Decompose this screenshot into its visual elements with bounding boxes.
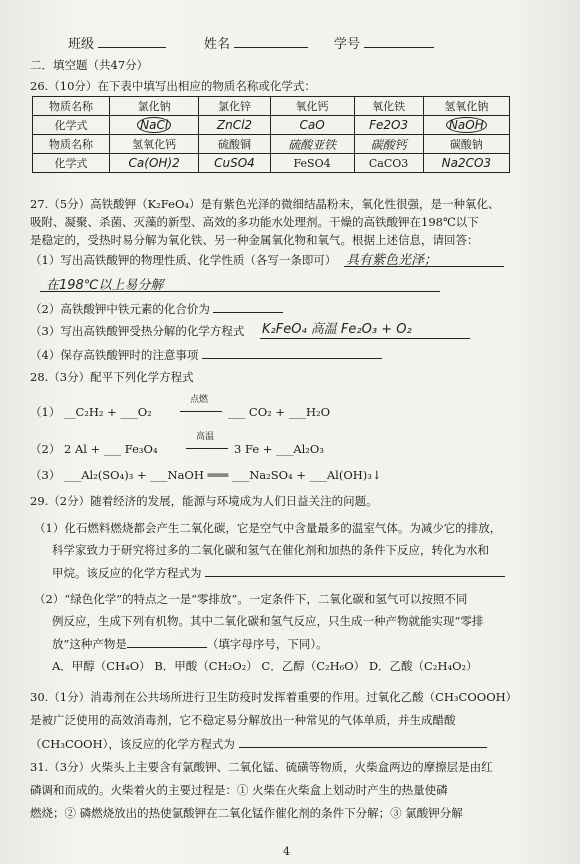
q27-sub2	[30, 301, 283, 316]
table-cell: CaCO3	[354, 154, 423, 173]
q30-line3	[30, 736, 487, 751]
row-label: 物质名称	[33, 97, 110, 116]
q29-p2-line3	[52, 636, 328, 651]
q29-options: A．甲醇（CH₄O） B．甲酸（CH₂O₂） C．乙醇（C₂H₆O） D．乙酸（C₂H₄O₂）	[52, 659, 478, 673]
decomposition-blank[interactable]	[239, 736, 487, 748]
q27-sub3: （3）写出高铁酸钾受热分解的化学方程式	[30, 324, 245, 338]
q29-p2-line3-tail: （填字母序号，下同）。	[206, 637, 328, 651]
q27-sub4-text: （4）保存高铁酸钾时的注意事项	[30, 348, 199, 362]
table-cell: 氧化钙	[270, 97, 354, 116]
answer-line	[40, 291, 440, 292]
q30-line2: 是被广泛使用的高效消毒剂，它不稳定易分解放出一种常见的气体单质，并生成醋酸	[30, 713, 456, 727]
q28-stem: 28.（3分）配平下列化学方程式	[30, 370, 194, 384]
q29-p1-line1: （1）化石燃料燃烧都会产生二氧化碳，它是空气中含量最多的温室气体。为减少它的排放，	[34, 521, 502, 535]
q27-sub4	[30, 347, 382, 362]
q29-p2-line1: （2）“绿色化学”的特点之一是“零排放”。一定条件下，二氧化碳和氢气可以按照不同	[34, 592, 468, 606]
q28-eq1-cond: 点燃	[190, 395, 209, 405]
q28-eq1-right: ___ CO₂ + ___H₂O	[228, 405, 331, 419]
q28-eq1-left: （1） __C₂H₂ + ___O₂	[30, 405, 152, 419]
q26-table	[32, 96, 510, 173]
q28-eq2-cond: 高温	[196, 432, 215, 442]
q27-answer1a: 具有紫色光泽；	[346, 253, 438, 268]
name-field	[204, 36, 308, 52]
table-cell: 氧化铁	[354, 97, 423, 116]
equation-blank[interactable]	[205, 565, 505, 577]
q27-answer1b: 在198℃以上易分解	[46, 278, 164, 293]
class-label: 班级	[68, 37, 95, 52]
table-row	[33, 116, 510, 135]
row-label: 化学式	[33, 154, 110, 173]
answer-cell[interactable]: CaO	[270, 116, 354, 135]
q27-sub2-text: （2）高铁酸钾中铁元素的化合价为	[30, 302, 210, 316]
q26-stem: 26.（10分）在下表中填写出相应的物质名称或化学式：	[30, 79, 316, 93]
table-cell: 氯化锌	[199, 97, 270, 116]
page-number: 4	[283, 845, 290, 858]
answer-cell[interactable]: 硫酸亚铁	[270, 135, 354, 154]
class-field	[68, 36, 166, 52]
answer-cell[interactable]: CuSO4	[199, 154, 270, 173]
q27-line3: 是稳定的，受热时易分解为氧化铁、另一种金属氧化物和氧气。根据上述信息，请回答：	[30, 233, 479, 247]
q29-p1-line3-text: 甲烷。该反应的化学方程式为	[52, 566, 202, 580]
table-cell: 氢氧化钙	[110, 135, 199, 154]
id-label: 学号	[334, 37, 361, 52]
answer-cell[interactable]	[423, 116, 509, 135]
q27-line1: 27.（5分）高铁酸钾（K₂FeO₄）是有紫色光泽的微细结晶粉末，氧化性很强，是一种氧化、	[30, 197, 500, 211]
q28-eq2-left: （2） 2 Al + ___ Fe₃O₄	[30, 442, 158, 456]
q29-stem: 29.（2分）随着经济的发展，能源与环境成为人们日益关注的问题。	[30, 494, 378, 508]
answer-line	[344, 266, 504, 267]
q31-line3: 燃烧；② 磷燃烧放出的热使氯酸钾在二氧化锰作催化剂的条件下分解；③ 氯酸钾分解	[30, 806, 463, 820]
q27-sub1: （1）写出高铁酸钾的物理性质、化学性质（各写一条即可）	[30, 253, 337, 267]
name-blank[interactable]	[234, 36, 308, 48]
id-field	[334, 36, 434, 52]
q28-eq3: （3） ___Al₂(SO₄)₃ + ___NaOH ═══ ___Na₂SO₄ + ___Al(OH)₃↓	[30, 468, 382, 482]
class-blank[interactable]	[98, 36, 166, 48]
reaction-arrow	[180, 411, 222, 412]
q30-line3-text: （CH₃COOH），该反应的化学方程式为	[30, 737, 235, 751]
handwritten-answer: NaCl	[137, 117, 171, 133]
answer-cell[interactable]	[110, 116, 199, 135]
handwritten-answer: NaOH	[446, 117, 487, 133]
valence-blank[interactable]	[213, 301, 283, 313]
table-row	[33, 97, 510, 116]
id-blank[interactable]	[364, 36, 434, 48]
product-blank[interactable]	[127, 636, 207, 648]
name-label: 姓名	[204, 37, 231, 52]
q31-line1: 31.（3分）火柴头上主要含有氯酸钾、二氧化锰、硫磺等物质，火柴盒两边的摩擦层是由红	[30, 760, 493, 774]
answer-cell[interactable]: Ca(OH)2	[110, 154, 199, 173]
table-cell: 氯化钠	[110, 97, 199, 116]
table-cell: 氢氧化钠	[423, 97, 509, 116]
q27-answer3: K₂FeO₄ 高温 Fe₂O₃ + O₂	[262, 322, 412, 337]
answer-cell[interactable]: Na2CO3	[423, 154, 509, 173]
q27-line2: 吸附、凝聚、杀菌、灭藻的新型、高效的多功能水处理剂。干燥的高铁酸钾在198℃以下	[30, 215, 479, 229]
table-cell: 碳酸钠	[423, 135, 509, 154]
answer-cell[interactable]: Fe2O3	[354, 116, 423, 135]
storage-blank[interactable]	[202, 347, 382, 359]
table-row	[33, 135, 510, 154]
answer-line	[260, 338, 470, 339]
row-label: 物质名称	[33, 135, 110, 154]
table-row	[33, 154, 510, 173]
table-cell: 硫酸铜	[199, 135, 270, 154]
q29-p2-line3-text: 放”这种产物是	[52, 637, 127, 651]
q30-line1: 30.（1分）消毒剂在公共场所进行卫生防疫时发挥着重要的作用。过氧化乙酸（CH₃COOOH）	[30, 690, 518, 704]
reaction-arrow	[186, 448, 228, 449]
q31-line2: 磷调和而成的。火柴着火的主要过程是：① 火柴在火柴盒上划动时产生的热量使磷	[30, 783, 448, 797]
section-title: 二．填空题（共47分）	[30, 58, 149, 72]
row-label: 化学式	[33, 116, 110, 135]
q29-p2-line2: 例反应，生成下列有机物。其中二氧化碳和氢气反应，只生成一种产物就能实现“零排	[52, 614, 484, 628]
q29-p1-line2: 科学家致力于研究将过多的二氧化碳和氢气在催化剂和加热的条件下反应，转化为水和	[52, 543, 489, 557]
answer-cell[interactable]: 碳酸钙	[354, 135, 423, 154]
answer-cell[interactable]: ZnCl2	[199, 116, 270, 135]
q29-p1-line3	[52, 565, 505, 580]
table-cell: FeSO4	[270, 154, 354, 173]
q28-eq2-right: 3 Fe + ___Al₂O₃	[234, 442, 324, 456]
